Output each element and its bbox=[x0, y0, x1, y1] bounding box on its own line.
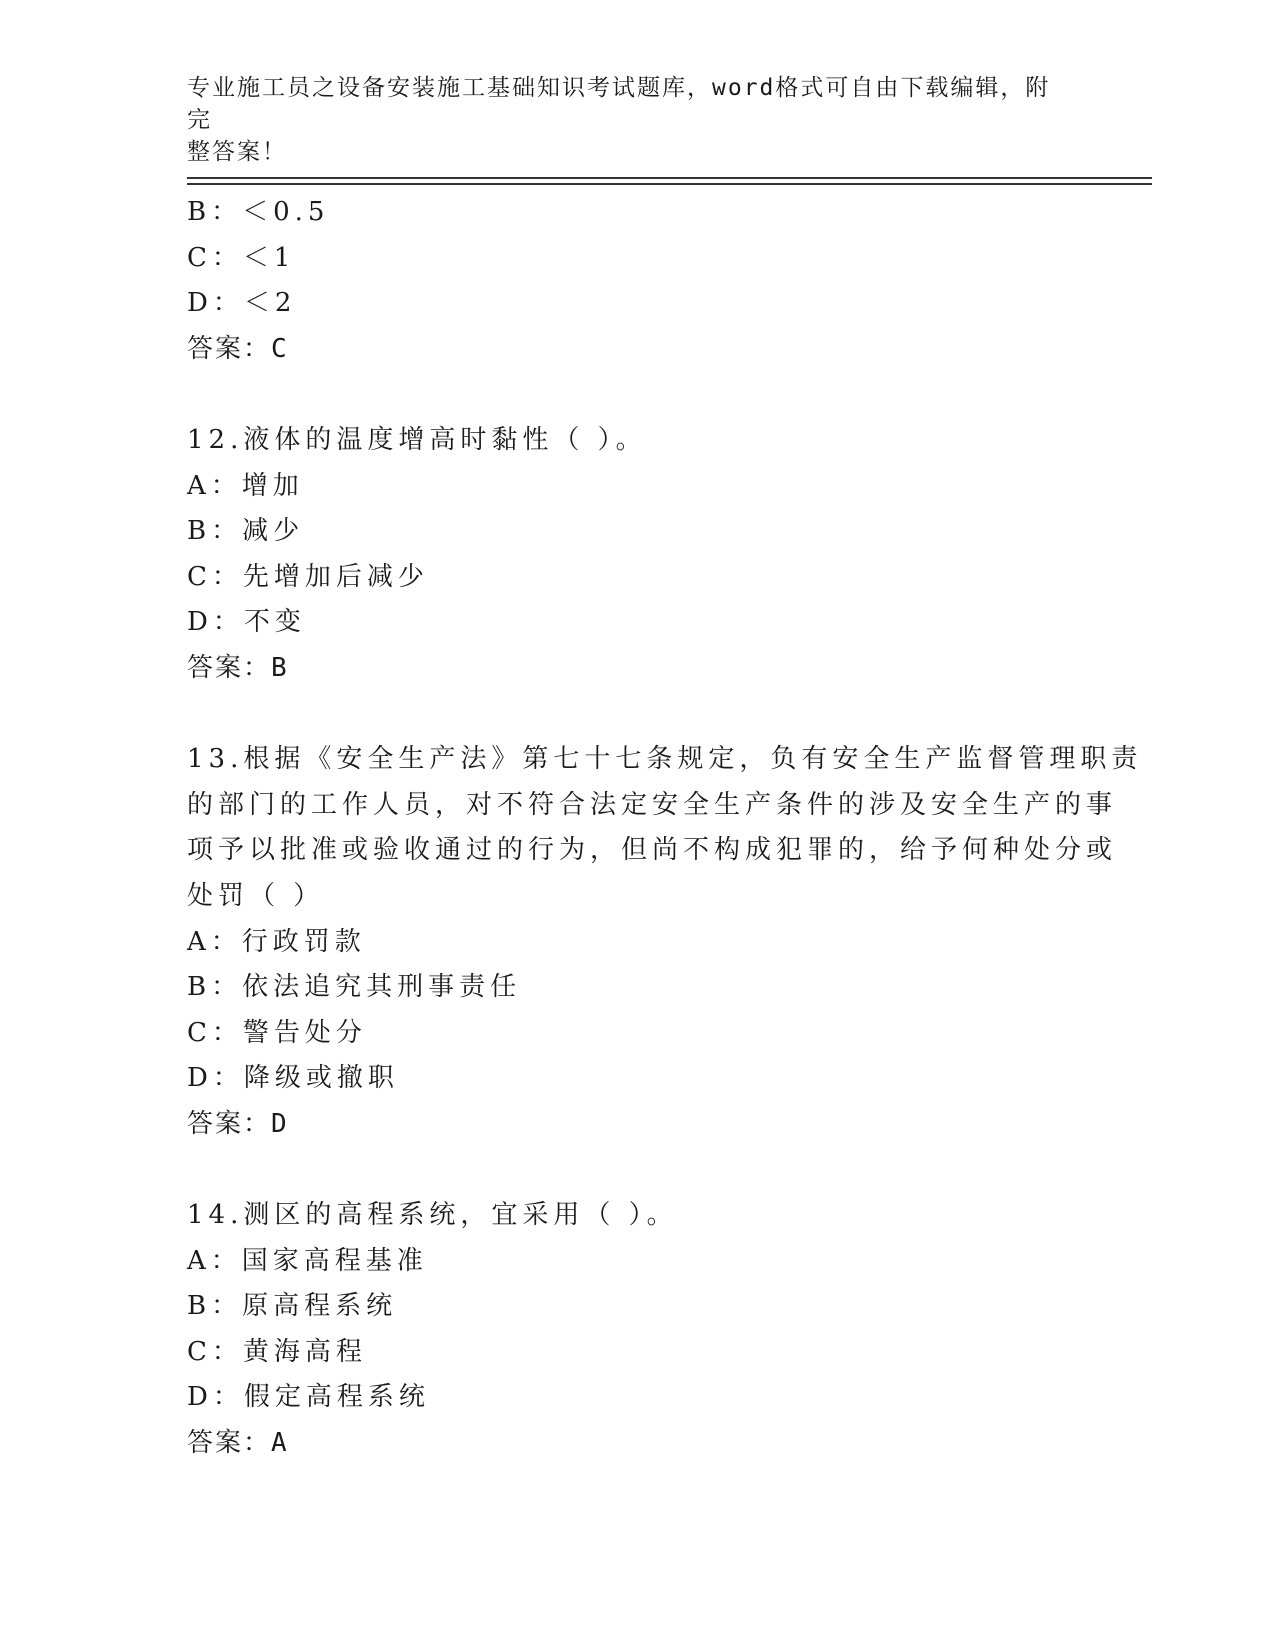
answer-line: 答案：A bbox=[187, 1428, 289, 1459]
question-text-line-2: 的部门的工作人员，对不符合法定安全生产条件的涉及安全生产的事 bbox=[187, 789, 1118, 820]
question-block-11 bbox=[187, 190, 1087, 372]
spacer bbox=[187, 372, 1087, 418]
option-a: A：国家高程基准 bbox=[187, 1245, 428, 1276]
question-text: 14.测区的高程系统，宜采用（ ）。 bbox=[187, 1200, 678, 1231]
header-line-1: 专业施工员之设备安装施工基础知识考试题库，word格式可自由下载编辑，附完 bbox=[187, 75, 1051, 133]
option-a: A：增加 bbox=[187, 470, 304, 501]
question-list bbox=[187, 190, 1143, 1467]
option-b: B：原高程系统 bbox=[187, 1291, 398, 1322]
answer-line: 答案：D bbox=[187, 1108, 289, 1139]
question-text: 12.液体的温度增高时黏性（ ）。 bbox=[187, 424, 647, 455]
spacer bbox=[187, 692, 1087, 738]
question-block-14 bbox=[187, 1193, 1087, 1467]
option-b: B：依法追究其刑事责任 bbox=[187, 972, 522, 1003]
option-d: D：＜2 bbox=[187, 288, 297, 319]
option-c: C：先增加后减少 bbox=[187, 561, 429, 592]
header-divider-top bbox=[187, 177, 1152, 179]
option-c: C：黄海高程 bbox=[187, 1336, 367, 1367]
header-divider-bottom bbox=[187, 183, 1152, 185]
option-c: C：警告处分 bbox=[187, 1017, 367, 1048]
option-d: D：降级或撤职 bbox=[187, 1063, 399, 1094]
question-text-line-3: 项予以批准或验收通过的行为，但尚不构成犯罪的，给予何种处分或 bbox=[187, 835, 1118, 866]
question-text-line-1: 13.根据《安全生产法》第七十七条规定，负有安全生产监督管理职责 bbox=[187, 744, 1143, 775]
answer-line: 答案：B bbox=[187, 652, 289, 683]
option-b: B：减少 bbox=[187, 516, 305, 547]
answer-line: 答案：C bbox=[187, 333, 289, 364]
question-text-line-4: 处罚（ ） bbox=[187, 880, 325, 911]
option-d: D：假定高程系统 bbox=[187, 1382, 430, 1413]
question-block-13 bbox=[187, 737, 1143, 1147]
question-block-12 bbox=[187, 418, 1087, 692]
option-b: B：＜0.5 bbox=[187, 197, 330, 227]
option-d: D：不变 bbox=[187, 607, 306, 638]
header-line-2: 整答案！ bbox=[187, 139, 287, 165]
option-c: C：＜1 bbox=[187, 242, 296, 273]
option-a: A：行政罚款 bbox=[187, 926, 366, 957]
spacer bbox=[187, 1147, 1087, 1193]
document-header bbox=[187, 72, 1067, 168]
